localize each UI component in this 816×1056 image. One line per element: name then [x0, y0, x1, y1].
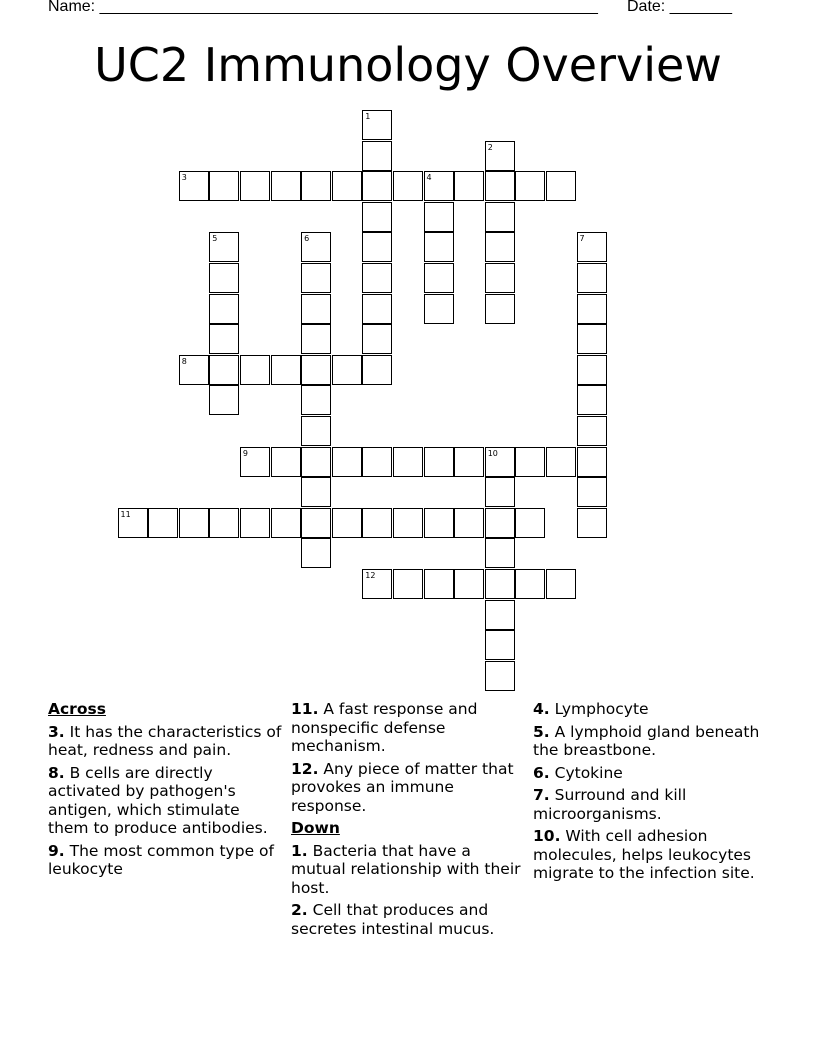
- clue-across-3: 3. It has the characteristics of heat, redness and pain.: [48, 722, 282, 759]
- crossword-cell[interactable]: [118, 508, 148, 538]
- crossword-cell[interactable]: [485, 630, 515, 660]
- crossword-cell[interactable]: [332, 447, 362, 477]
- crossword-cell[interactable]: [301, 508, 331, 538]
- crossword-cell[interactable]: [454, 447, 484, 477]
- crossword-cell[interactable]: [485, 232, 515, 262]
- crossword-cell[interactable]: [362, 263, 392, 293]
- clue-down-4: 4. Lymphocyte: [533, 700, 649, 718]
- crossword-cell[interactable]: [301, 232, 331, 262]
- crossword-cell[interactable]: [454, 508, 484, 538]
- crossword-cell[interactable]: [362, 294, 392, 324]
- clue-across-8: 8. B cells are directly activated by pathogen's antigen, which stimulate them to produce antibodies.: [48, 763, 268, 837]
- crossword-cell[interactable]: [454, 569, 484, 599]
- crossword-cell[interactable]: [240, 171, 270, 201]
- crossword-cell[interactable]: [209, 232, 239, 262]
- crossword-cell[interactable]: [485, 538, 515, 568]
- date-field-label: Date: _______: [627, 0, 732, 15]
- crossword-cell[interactable]: [301, 263, 331, 293]
- crossword-cell[interactable]: [424, 569, 454, 599]
- crossword-cell[interactable]: [240, 447, 270, 477]
- crossword-cell[interactable]: [362, 447, 392, 477]
- crossword-cell[interactable]: [485, 477, 515, 507]
- crossword-cell[interactable]: [240, 508, 270, 538]
- crossword-cell[interactable]: [485, 569, 515, 599]
- crossword-cell[interactable]: [485, 661, 515, 691]
- crossword-cell[interactable]: [362, 110, 392, 140]
- crossword-cell[interactable]: [424, 294, 454, 324]
- crossword-cell[interactable]: [301, 324, 331, 354]
- crossword-cell[interactable]: [546, 569, 576, 599]
- name-field-label: Name: ________________________________________________________: [48, 0, 598, 15]
- clue-number: 4: [426, 173, 432, 183]
- clue-across-12: 12. Any piece of matter that provokes an immune response.: [291, 759, 514, 815]
- crossword-cell[interactable]: [424, 232, 454, 262]
- crossword-cell[interactable]: [577, 294, 607, 324]
- crossword-cell[interactable]: [271, 508, 301, 538]
- crossword-cell[interactable]: [577, 416, 607, 446]
- crossword-cell[interactable]: [209, 385, 239, 415]
- crossword-cell[interactable]: [515, 171, 545, 201]
- clue-column-1: [48, 700, 284, 883]
- crossword-cell[interactable]: [332, 508, 362, 538]
- crossword-cell[interactable]: [577, 355, 607, 385]
- crossword-cell[interactable]: [209, 324, 239, 354]
- crossword-cell[interactable]: [240, 355, 270, 385]
- clue-number: 5: [212, 234, 218, 244]
- crossword-cell[interactable]: [179, 171, 209, 201]
- crossword-cell[interactable]: [577, 477, 607, 507]
- crossword-cell[interactable]: [515, 508, 545, 538]
- clue-column-2: [291, 700, 527, 942]
- crossword-cell[interactable]: [577, 232, 607, 262]
- clue-number: 12: [365, 571, 376, 580]
- clue-down-2: 2. Cell that produces and secretes intestinal mucus.: [291, 901, 495, 938]
- page-title: UC2 Immunology Overview: [94, 38, 722, 92]
- clue-down-5: 5. A lymphoid gland beneath the breastbone.: [533, 722, 760, 759]
- crossword-cell[interactable]: [179, 355, 209, 385]
- crossword-cell[interactable]: [577, 508, 607, 538]
- clue-number: 9: [242, 448, 248, 458]
- clue-number: 11: [120, 509, 131, 519]
- clue-number: 3: [181, 173, 187, 183]
- crossword-cell[interactable]: [301, 294, 331, 324]
- crossword-cell[interactable]: [485, 202, 515, 232]
- crossword-cell[interactable]: [577, 447, 607, 477]
- crossword-cell[interactable]: [424, 263, 454, 293]
- clue-down-6: 6. Cytokine: [533, 763, 623, 782]
- clue-number: 8: [181, 356, 187, 366]
- clue-number: 7: [579, 234, 585, 244]
- crossword-cell[interactable]: [301, 171, 331, 201]
- crossword-cell[interactable]: [424, 171, 454, 201]
- crossword-cell[interactable]: [301, 447, 331, 477]
- crossword-cell[interactable]: [332, 355, 362, 385]
- crossword-cell[interactable]: [209, 171, 239, 201]
- crossword-cell[interactable]: [393, 171, 423, 201]
- crossword-cell[interactable]: [393, 569, 423, 599]
- crossword-cell[interactable]: [209, 508, 239, 538]
- crossword-cell[interactable]: [515, 569, 545, 599]
- crossword-cell[interactable]: [209, 263, 239, 293]
- across-heading: Across: [48, 700, 106, 718]
- crossword-cell[interactable]: [179, 508, 209, 538]
- crossword-cell[interactable]: [515, 447, 545, 477]
- crossword-cell[interactable]: [301, 538, 331, 568]
- crossword-cell[interactable]: [485, 600, 515, 630]
- clue-number: 10: [487, 448, 498, 458]
- crossword-cell[interactable]: [424, 447, 454, 477]
- crossword-cell[interactable]: [485, 294, 515, 324]
- crossword-cell[interactable]: [362, 171, 392, 201]
- crossword-cell[interactable]: [485, 141, 515, 171]
- crossword-cell[interactable]: [362, 355, 392, 385]
- clue-across-9: 9. The most common type of leukocyte: [48, 841, 274, 878]
- crossword-cell[interactable]: [362, 141, 392, 171]
- crossword-cell[interactable]: [577, 324, 607, 354]
- crossword-cell[interactable]: [485, 447, 515, 477]
- crossword-cell[interactable]: [362, 508, 392, 538]
- crossword-cell[interactable]: [546, 447, 576, 477]
- crossword-cell[interactable]: [362, 232, 392, 262]
- crossword-cell[interactable]: [271, 171, 301, 201]
- clue-down-7: 7. Surround and kill microorganisms.: [533, 786, 687, 823]
- crossword-cell[interactable]: [301, 477, 331, 507]
- crossword-cell[interactable]: [148, 508, 178, 538]
- crossword-cell[interactable]: [424, 508, 454, 538]
- crossword-cell[interactable]: [485, 263, 515, 293]
- clue-down-1: 1. Bacteria that have a mutual relationship with their host.: [291, 841, 521, 897]
- clue-column-3: [533, 700, 769, 887]
- clue-down-10: 10. With cell adhesion molecules, helps leukocytes migrate to the infection site.: [533, 827, 755, 882]
- crossword-cell[interactable]: [424, 202, 454, 232]
- crossword-cell[interactable]: [393, 508, 423, 538]
- crossword-cell[interactable]: [209, 355, 239, 385]
- crossword-cell[interactable]: [271, 355, 301, 385]
- clue-number: 1: [365, 112, 371, 121]
- crossword-cell[interactable]: [301, 385, 331, 415]
- crossword-cell[interactable]: [577, 263, 607, 293]
- crossword-cell[interactable]: [485, 171, 515, 201]
- clue-number: 6: [304, 234, 310, 244]
- clue-across-11: 11. A fast response and nonspecific defense mechanism.: [291, 700, 478, 755]
- crossword-cell[interactable]: [301, 416, 331, 446]
- crossword-cell[interactable]: [393, 447, 423, 477]
- down-heading: Down: [291, 819, 340, 837]
- crossword-cell[interactable]: [362, 569, 392, 599]
- crossword-cell[interactable]: [271, 447, 301, 477]
- crossword-cell[interactable]: [485, 508, 515, 538]
- crossword-cell[interactable]: [577, 385, 607, 415]
- clue-number: 2: [487, 142, 493, 152]
- crossword-cell[interactable]: [362, 324, 392, 354]
- crossword-cell[interactable]: [546, 171, 576, 201]
- crossword-cell[interactable]: [362, 202, 392, 232]
- crossword-cell[interactable]: [301, 355, 331, 385]
- crossword-cell[interactable]: [209, 294, 239, 324]
- crossword-cell[interactable]: [332, 171, 362, 201]
- crossword-cell[interactable]: [454, 171, 484, 201]
